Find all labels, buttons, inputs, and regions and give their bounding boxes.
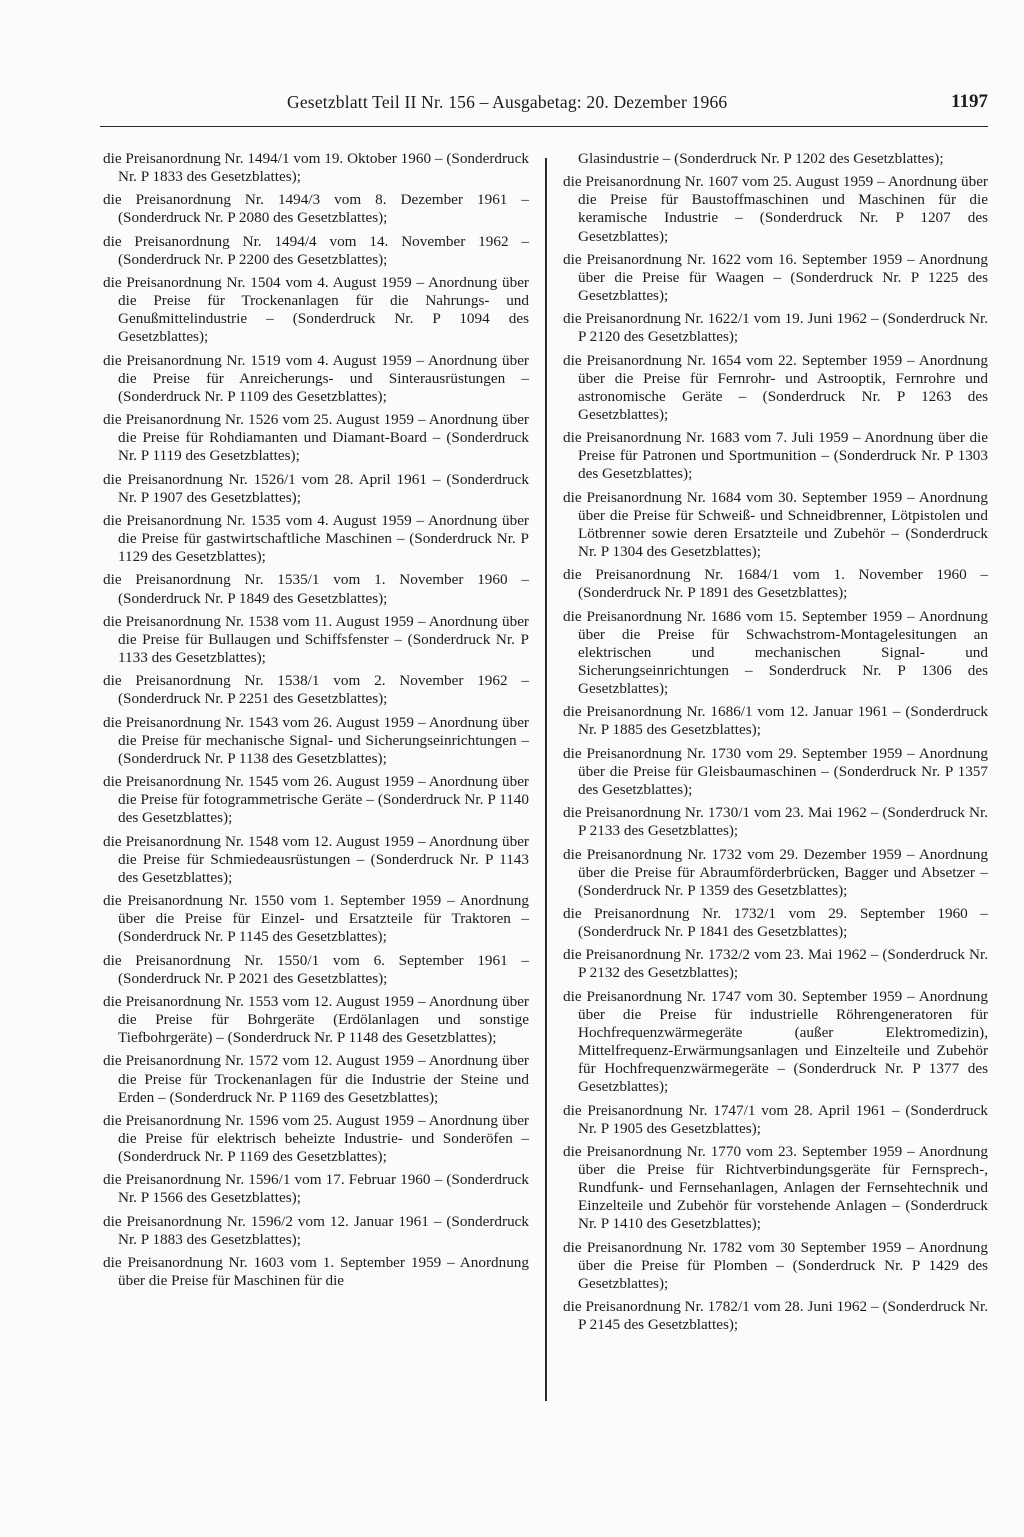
regulation-entry: die Preisanordnung Nr. 1572 vom 12. August 1959 – Anordnung über die Preise für Trockenanlagen für die Industrie der Steine und Erden – (Sonderdruck Nr. P 1169 des Gesetzblattes); xyxy=(103,1052,529,1106)
right-column xyxy=(563,150,988,1339)
regulation-entry: die Preisanordnung Nr. 1782 vom 30 September 1959 – Anordnung über die Preise für Plomben – (Sonderdruck Nr. P 1429 des Gesetzblattes); xyxy=(563,1238,988,1292)
regulation-entry: die Preisanordnung Nr. 1730/1 vom 23. Mai 1962 – (Sonderdruck Nr. P 2133 des Gesetzblattes); xyxy=(563,804,988,840)
regulation-entry: die Preisanordnung Nr. 1684/1 vom 1. November 1960 – (Sonderdruck Nr. P 1891 des Gesetzblattes); xyxy=(563,566,988,602)
regulation-entry: die Preisanordnung Nr. 1596/2 vom 12. Januar 1961 – (Sonderdruck Nr. P 1883 des Gesetzblattes); xyxy=(103,1212,529,1248)
regulation-entry: die Preisanordnung Nr. 1596 vom 25. August 1959 – Anordnung über die Preise für elektrisch beheizte Industrie- und Sonderöfen – (Sonderdruck Nr. P 1169 des Gesetzblattes); xyxy=(103,1111,529,1166)
regulation-entry: die Preisanordnung Nr. 1504 vom 4. August 1959 – Anordnung über die Preise für Trockenanlagen für die Nahrungs- und Genußmittelindustrie – (Sonderdruck Nr. P 1094 des Gesetzblattes); xyxy=(103,274,529,346)
left-column xyxy=(103,150,529,1295)
regulation-entry: die Preisanordnung Nr. 1548 vom 12. August 1959 – Anordnung über die Preise für Schmiedeausrüstungen – (Sonderdruck Nr. P 1143 des Gesetzblattes); xyxy=(103,832,529,886)
regulation-entry: die Preisanordnung Nr. 1732 vom 29. Dezember 1959 – Anordnung über die Preise für Abraumförderbrücken, Bagger und Absetzer – (Sonderdruck Nr. P 1359 des Gesetzblattes); xyxy=(563,845,988,899)
continuation-text: Glasindustrie – (Sonderdruck Nr. P 1202 des Gesetzblattes); xyxy=(578,150,944,167)
regulation-entry: die Preisanordnung Nr. 1622 vom 16. September 1959 – Anordnung über die Preise für Waagen – (Sonderdruck Nr. P 1225 des Gesetzblattes); xyxy=(563,250,988,305)
regulation-entry: die Preisanordnung Nr. 1545 vom 26. August 1959 – Anordnung über die Preise für fotogrammetrische Geräte – (Sonderdruck Nr. P 1140 des Gesetzblattes); xyxy=(103,773,529,827)
regulation-entry: die Preisanordnung Nr. 1494/1 vom 19. Oktober 1960 – (Sonderdruck Nr. P 1833 des Gesetzblattes); xyxy=(103,150,529,186)
regulation-entry: die Preisanordnung Nr. 1686 vom 15. September 1959 – Anordnung über die Preise für Schwachstrom-Montagelesitungen an elektrischen und mechanischen Signal- und Sicherungseinrichtungen – Sonderdruck Nr. P 1306 des Gesetzblattes); xyxy=(563,607,988,698)
regulation-entry: die Preisanordnung Nr. 1730 vom 29. September 1959 – Anordnung über die Preise für Gleisbaumaschinen – (Sonderdruck Nr. P 1357 des Gesetzblattes); xyxy=(563,744,988,798)
regulation-entry: die Preisanordnung Nr. 1622/1 vom 19. Juni 1962 – (Sonderdruck Nr. P 2120 des Gesetzblattes); xyxy=(563,310,988,346)
regulation-entry: die Preisanordnung Nr. 1782/1 vom 28. Juni 1962 – (Sonderdruck Nr. P 2145 des Gesetzblattes); xyxy=(563,1298,988,1334)
header-title: Gesetzblatt Teil II Nr. 156 – Ausgabetag: 20. Dezember 1966 xyxy=(287,92,728,112)
regulation-entry: die Preisanordnung Nr. 1747/1 vom 28. April 1961 – (Sonderdruck Nr. P 1905 des Gesetzblattes); xyxy=(563,1101,988,1137)
regulation-entry: die Preisanordnung Nr. 1686/1 vom 12. Januar 1961 – (Sonderdruck Nr. P 1885 des Gesetzblattes); xyxy=(563,703,988,739)
regulation-entry: die Preisanordnung Nr. 1519 vom 4. August 1959 – Anordnung über die Preise für Anreicherungs- und Sinterausrüstungen – (Sonderdruck Nr. P 1109 des Gesetzblattes); xyxy=(103,351,529,405)
column-divider xyxy=(545,158,547,1401)
regulation-entry: die Preisanordnung Nr. 1553 vom 12. August 1959 – Anordnung über die Preise für Bohrgeräte (Erdölanlagen und sonstige Tiefbohrgeräte) – (Sonderdruck Nr. P 1148 des Gesetzblattes); xyxy=(103,992,529,1047)
regulation-entry: die Preisanordnung Nr. 1494/4 vom 14. November 1962 – (Sonderdruck Nr. P 2200 des Gesetzblattes); xyxy=(103,232,529,268)
page-number: 1197 xyxy=(951,91,988,112)
regulation-entry: die Preisanordnung Nr. 1543 vom 26. August 1959 – Anordnung über die Preise für mechanische Signal- und Sicherungseinrichtungen – (Sonderdruck Nr. P 1138 des Gesetzblattes); xyxy=(103,713,529,767)
regulation-entry: die Preisanordnung Nr. 1550/1 vom 6. September 1961 – (Sonderdruck Nr. P 2021 des Gesetzblattes); xyxy=(103,951,529,987)
regulation-entry: die Preisanordnung Nr. 1747 vom 30. September 1959 – Anordnung über die Preise für industrielle Röhrengeneratoren für Hochfrequenzwärmegeräte (außer Elektromedizin), Mittelfrequenz-Erwärmungsanlagen und Einzelteile und Zubehör für Hochfrequenzwärmegeräte – (Sonderdruck Nr. P 1377 des Gesetzblattes); xyxy=(563,987,988,1096)
page-header xyxy=(100,92,988,127)
regulation-entry: die Preisanordnung Nr. 1683 vom 7. Juli 1959 – Anordnung über die Preise für Patronen und Sportmunition – (Sonderdruck Nr. P 1303 des Gesetzblattes); xyxy=(563,429,988,483)
regulation-entry: die Preisanordnung Nr. 1535/1 vom 1. November 1960 – (Sonderdruck Nr. P 1849 des Gesetzblattes); xyxy=(103,571,529,607)
regulation-entry: die Preisanordnung Nr. 1538 vom 11. August 1959 – Anordnung über die Preise für Bullaugen und Schiffsfenster – (Sonderdruck Nr. P 1133 des Gesetzblattes); xyxy=(103,612,529,667)
regulation-entry: die Preisanordnung Nr. 1654 vom 22. September 1959 – Anordnung über die Preise für Fernrohr- und Astrooptik, Fernrohre und astronomische Geräte – (Sonderdruck Nr. P 1263 des Gesetzblattes); xyxy=(563,351,988,423)
regulation-entry: die Preisanordnung Nr. 1607 vom 25. August 1959 – Anordnung über die Preise für Baustoffmaschinen und Maschinen für die keramische Industrie – (Sonderdruck Nr. P 1207 des Gesetzblattes); xyxy=(563,173,988,245)
regulation-entry: die Preisanordnung Nr. 1526 vom 25. August 1959 – Anordnung über die Preise für Rohdiamanten und Diamant-Board – (Sonderdruck Nr. P 1119 des Gesetzblattes); xyxy=(103,411,529,465)
regulation-entry: die Preisanordnung Nr. 1494/3 vom 8. Dezember 1961 – (Sonderdruck Nr. P 2080 des Gesetzblattes); xyxy=(103,191,529,227)
regulation-entry: die Preisanordnung Nr. 1684 vom 30. September 1959 – Anordnung über die Preise für Schweiß- und Schneidbrenner, Lötpistolen und Lötbrenner sowie deren Ersatzteile und Zubehör – (Sonderdruck Nr. P 1304 des Gesetzblattes); xyxy=(563,488,988,560)
regulation-entry: die Preisanordnung Nr. 1535 vom 4. August 1959 – Anordnung über die Preise für gastwirtschaftliche Maschinen – (Sonderdruck Nr. P 1129 des Gesetzblattes); xyxy=(103,512,529,566)
regulation-entry: die Preisanordnung Nr. 1770 vom 23. September 1959 – Anordnung über die Preise für Richtverbindungsgeräte für Fernsprech-, Rundfunk- und Fernsehanlagen, Anlagen der Fernsehtechnik und Einzelteile und Zubehör für vorstehende Anlagen – (Sonderdruck Nr. P 1410 des Gesetzblattes); xyxy=(563,1142,988,1233)
regulation-entry: die Preisanordnung Nr. 1526/1 vom 28. April 1961 – (Sonderdruck Nr. P 1907 des Gesetzblattes); xyxy=(103,470,529,506)
regulation-entry: die Preisanordnung Nr. 1550 vom 1. September 1959 – Anordnung über die Preise für Einzel- und Ersatzteile für Traktoren – (Sonderdruck Nr. P 1145 des Gesetzblattes); xyxy=(103,892,529,946)
regulation-entry: die Preisanordnung Nr. 1538/1 vom 2. November 1962 – (Sonderdruck Nr. P 2251 des Gesetzblattes); xyxy=(103,672,529,708)
regulation-entry: die Preisanordnung Nr. 1732/1 vom 29. September 1960 – (Sonderdruck Nr. P 1841 des Gesetzblattes); xyxy=(563,905,988,941)
regulation-entry: die Preisanordnung Nr. 1732/2 vom 23. Mai 1962 – (Sonderdruck Nr. P 2132 des Gesetzblattes); xyxy=(563,946,988,982)
regulation-entry: die Preisanordnung Nr. 1603 vom 1. September 1959 – Anordnung über die Preise für Maschinen für die xyxy=(103,1254,529,1290)
regulation-entry: die Preisanordnung Nr. 1596/1 vom 17. Februar 1960 – (Sonderdruck Nr. P 1566 des Gesetzblattes); xyxy=(103,1171,529,1207)
